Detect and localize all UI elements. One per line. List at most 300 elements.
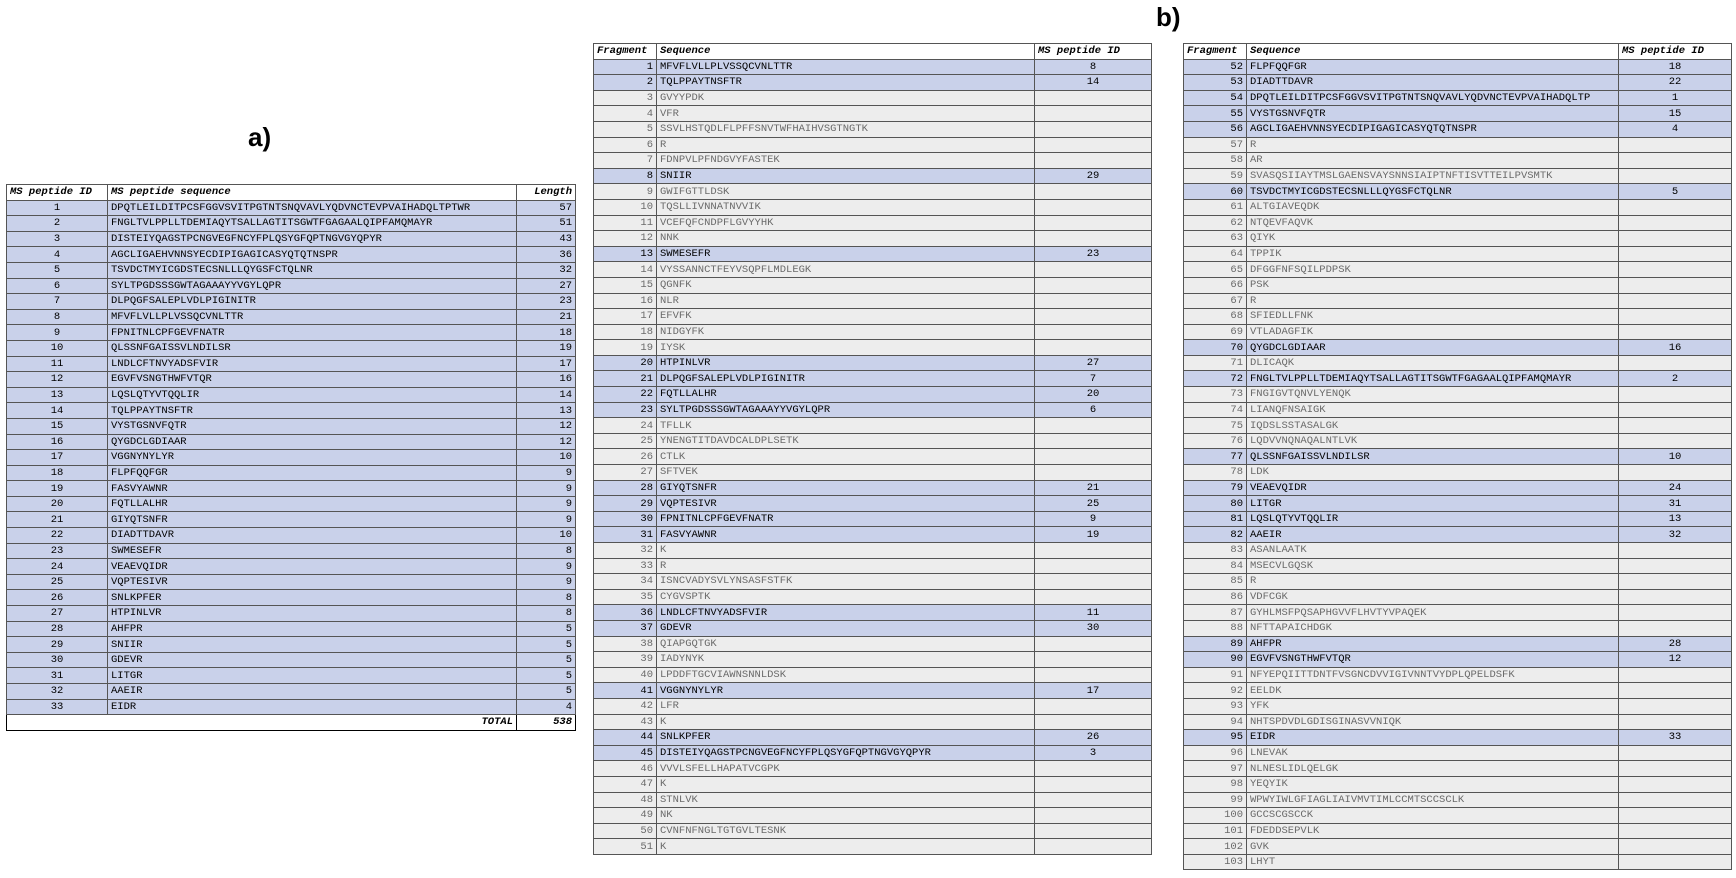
ms-peptide-id-cell <box>1035 558 1152 574</box>
length-cell: 19 <box>517 340 576 356</box>
fragment-sequence-cell: LIANQFNSAIGK <box>1247 402 1619 418</box>
fragment-sequence-cell: WPWYIWLGFIAGLIAIVMVTIMLCCMTSCCSCLK <box>1247 792 1619 808</box>
ms-peptide-id-cell: 7 <box>1035 371 1152 387</box>
fragment-sequence-cell: VYSTGSNVFQTR <box>1247 106 1619 122</box>
fragment-sequence-cell: EFVFK <box>657 309 1035 325</box>
fragment-sequence-cell: GIYQTSNFR <box>657 480 1035 496</box>
table-row <box>1184 402 1732 418</box>
table-row <box>594 137 1152 153</box>
fragment-sequence-cell: MFVFLVLLPLVSSQCVNLTTR <box>657 59 1035 75</box>
ms-peptide-id-cell <box>1035 808 1152 824</box>
ms-peptide-id-cell: 19 <box>7 481 108 497</box>
ms-peptide-id-cell <box>1619 745 1732 761</box>
fragment-number-cell: 42 <box>594 698 657 714</box>
table-row <box>1184 231 1732 247</box>
ms-peptide-table <box>6 184 576 731</box>
fragment-number-cell: 34 <box>594 574 657 590</box>
fragment-sequence-cell: YNENGTITDAVDCALDPLSETK <box>657 433 1035 449</box>
ms-peptide-id-cell <box>1619 153 1732 169</box>
fragment-number-cell: 52 <box>1184 59 1247 75</box>
fragment-sequence-cell: FNGIGVTQNVLYENQK <box>1247 387 1619 403</box>
table-row <box>1184 854 1732 870</box>
ms-peptide-id-cell: 7 <box>7 294 108 310</box>
fragment-sequence-cell: FDNPVLPFNDGVYFASTEK <box>657 153 1035 169</box>
ms-peptide-id-cell: 28 <box>7 621 108 637</box>
fragment-sequence-cell: GDEVR <box>657 620 1035 636</box>
ms-peptide-id-cell <box>1619 823 1732 839</box>
fragment-number-cell: 82 <box>1184 527 1247 543</box>
table-row <box>594 605 1152 621</box>
table-row <box>7 434 576 450</box>
table-row <box>1184 480 1732 496</box>
length-cell: 12 <box>517 434 576 450</box>
fragment-sequence-cell: QIAPGQTGK <box>657 636 1035 652</box>
table-row <box>1184 153 1732 169</box>
peptide-sequence-cell: DPQTLEILDITPCSFGGVSVITPGTNTSNQVAVLYQDVNCTEVPVAIHADQLTPTWR <box>108 200 517 216</box>
fragment-number-cell: 53 <box>1184 75 1247 91</box>
table-row <box>1184 465 1732 481</box>
fragment-sequence-cell: R <box>1247 574 1619 590</box>
length-cell: 57 <box>517 200 576 216</box>
fragment-sequence-cell: VCEFQFCNDPFLGVYYHK <box>657 215 1035 231</box>
length-cell: 9 <box>517 496 576 512</box>
fragment-number-cell: 33 <box>594 558 657 574</box>
ms-peptide-id-cell <box>1619 605 1732 621</box>
ms-peptide-id-cell <box>1035 636 1152 652</box>
fragment-number-cell: 41 <box>594 683 657 699</box>
fragment-sequence-cell: R <box>1247 293 1619 309</box>
fragment-sequence-cell: R <box>657 137 1035 153</box>
ms-peptide-id-cell <box>1619 714 1732 730</box>
table-row <box>594 667 1152 683</box>
peptide-sequence-cell: QYGDCLGDIAAR <box>108 434 517 450</box>
ms-peptide-id-cell <box>1619 231 1732 247</box>
peptide-sequence-cell: QLSSNFGAISSVLNDILSR <box>108 340 517 356</box>
table-row <box>1184 90 1732 106</box>
ms-peptide-id-cell: 9 <box>7 325 108 341</box>
fragment-sequence-cell: QLSSNFGAISSVLNDILSR <box>1247 449 1619 465</box>
table-row <box>1184 246 1732 262</box>
ms-peptide-id-cell <box>1035 574 1152 590</box>
ms-peptide-id-cell: 33 <box>1619 730 1732 746</box>
fragment-number-cell: 48 <box>594 792 657 808</box>
table-row <box>1184 574 1732 590</box>
ms-peptide-id-cell <box>1035 839 1152 855</box>
fragment-sequence-cell: TPPIK <box>1247 246 1619 262</box>
fragment-number-cell: 21 <box>594 371 657 387</box>
ms-peptide-id-cell: 21 <box>1035 480 1152 496</box>
fragment-sequence-cell: LFR <box>657 698 1035 714</box>
column-header-fragment: Fragment <box>1184 44 1247 60</box>
ms-peptide-id-cell: 15 <box>1619 106 1732 122</box>
table-row <box>594 199 1152 215</box>
fragment-sequence-cell: GVYYPDK <box>657 90 1035 106</box>
ms-peptide-id-cell: 21 <box>7 512 108 528</box>
ms-peptide-id-cell <box>1619 387 1732 403</box>
table-row <box>594 433 1152 449</box>
fragment-sequence-cell: LQSLQTYVTQQLIR <box>1247 511 1619 527</box>
ms-peptide-id-cell <box>1035 776 1152 792</box>
table-row <box>594 153 1152 169</box>
table-row <box>594 231 1152 247</box>
length-cell: 51 <box>517 216 576 232</box>
fragment-number-cell: 84 <box>1184 558 1247 574</box>
ms-peptide-id-cell: 33 <box>7 699 108 715</box>
peptide-sequence-cell: LNDLCFTNVYADSFVIR <box>108 356 517 372</box>
table-row <box>7 621 576 637</box>
length-cell: 9 <box>517 465 576 481</box>
column-header-sequence: Sequence <box>657 44 1035 60</box>
table-row <box>594 558 1152 574</box>
fragment-number-cell: 78 <box>1184 465 1247 481</box>
fragment-number-cell: 5 <box>594 121 657 137</box>
fragment-number-cell: 50 <box>594 823 657 839</box>
table-row <box>594 246 1152 262</box>
fragment-number-cell: 89 <box>1184 636 1247 652</box>
table-row <box>594 262 1152 278</box>
fragment-sequence-cell: FQTLLALHR <box>657 387 1035 403</box>
fragment-sequence-cell: K <box>657 543 1035 559</box>
fragment-sequence-cell: SNLKPFER <box>657 730 1035 746</box>
column-header-fragment: Fragment <box>594 44 657 60</box>
fragment-number-cell: 44 <box>594 730 657 746</box>
peptide-sequence-cell: DISTEIYQAGSTPCNGVEGFNCYFPLQSYGFQPTNGVGYQPYR <box>108 231 517 247</box>
fragment-number-cell: 87 <box>1184 605 1247 621</box>
ms-peptide-id-cell <box>1619 324 1732 340</box>
fragment-number-cell: 72 <box>1184 371 1247 387</box>
fragment-number-cell: 93 <box>1184 698 1247 714</box>
fragment-number-cell: 22 <box>594 387 657 403</box>
length-cell: 5 <box>517 637 576 653</box>
ms-peptide-id-cell: 17 <box>7 450 108 466</box>
ms-peptide-id-cell <box>1035 90 1152 106</box>
ms-peptide-id-cell: 27 <box>1035 355 1152 371</box>
ms-peptide-id-cell: 16 <box>1619 340 1732 356</box>
ms-peptide-id-cell <box>1619 808 1732 824</box>
peptide-sequence-cell: LQSLQTYVTQQLIR <box>108 387 517 403</box>
fragment-sequence-cell: DPQTLEILDITPCSFGGVSVITPGTNTSNQVAVLYQDVNCTEVPVAIHADQLTP <box>1247 90 1619 106</box>
ms-peptide-id-cell: 22 <box>7 528 108 544</box>
fragment-number-cell: 14 <box>594 262 657 278</box>
table-row <box>594 465 1152 481</box>
ms-peptide-id-cell: 4 <box>7 247 108 263</box>
table-row <box>1184 511 1732 527</box>
ms-peptide-id-cell: 25 <box>7 574 108 590</box>
fragment-sequence-cell: VDFCGK <box>1247 589 1619 605</box>
ms-peptide-id-cell <box>1035 465 1152 481</box>
length-cell: 36 <box>517 247 576 263</box>
fragment-number-cell: 23 <box>594 402 657 418</box>
ms-peptide-id-cell: 29 <box>1035 168 1152 184</box>
table-header-row <box>7 185 576 201</box>
table-row <box>7 278 576 294</box>
total-label: TOTAL <box>108 715 517 731</box>
peptide-sequence-cell: AHFPR <box>108 621 517 637</box>
fragment-number-cell: 63 <box>1184 231 1247 247</box>
table-row <box>7 496 576 512</box>
ms-peptide-id-cell: 18 <box>1619 59 1732 75</box>
peptide-sequence-cell: EGVFVSNGTHWFVTQR <box>108 372 517 388</box>
fragment-number-cell: 62 <box>1184 215 1247 231</box>
fragment-number-cell: 56 <box>1184 121 1247 137</box>
ms-peptide-id-cell <box>1619 683 1732 699</box>
ms-peptide-id-cell <box>1619 620 1732 636</box>
fragment-sequence-cell: R <box>1247 137 1619 153</box>
fragment-sequence-cell: VVVLSFELLHAPATVCGPK <box>657 761 1035 777</box>
ms-peptide-id-cell: 2 <box>1619 371 1732 387</box>
fragment-number-cell: 60 <box>1184 184 1247 200</box>
peptide-sequence-cell: VYSTGSNVFQTR <box>108 418 517 434</box>
peptide-sequence-cell: FASVYAWNR <box>108 481 517 497</box>
table-row <box>594 309 1152 325</box>
ms-peptide-id-cell: 9 <box>1035 511 1152 527</box>
fragment-number-cell: 8 <box>594 168 657 184</box>
table-row <box>7 403 576 419</box>
ms-peptide-id-cell <box>1035 761 1152 777</box>
table-row <box>1184 324 1732 340</box>
fragment-sequence-cell: TFLLK <box>657 418 1035 434</box>
fragment-table-right <box>1183 43 1732 870</box>
ms-peptide-id-cell: 3 <box>1035 745 1152 761</box>
fragment-number-cell: 16 <box>594 293 657 309</box>
table-row <box>1184 808 1732 824</box>
length-cell: 9 <box>517 574 576 590</box>
fragment-sequence-cell: NTQEVFAQVK <box>1247 215 1619 231</box>
table-row <box>1184 371 1732 387</box>
fragment-sequence-cell: SSVLHSTQDLFLPFFSNVTWFHAIHVSGTNGTK <box>657 121 1035 137</box>
ms-peptide-id-cell: 30 <box>1035 620 1152 636</box>
ms-peptide-id-cell: 17 <box>1035 683 1152 699</box>
length-cell: 9 <box>517 512 576 528</box>
fragment-number-cell: 59 <box>1184 168 1247 184</box>
ms-peptide-id-cell <box>1619 168 1732 184</box>
ms-peptide-id-cell <box>1035 215 1152 231</box>
table-row <box>594 839 1152 855</box>
table-row <box>1184 745 1732 761</box>
fragment-number-cell: 61 <box>1184 199 1247 215</box>
fragment-number-cell: 103 <box>1184 854 1247 870</box>
table-row <box>594 277 1152 293</box>
fragment-number-cell: 66 <box>1184 277 1247 293</box>
fragment-sequence-cell: NLNESLIDLQELGK <box>1247 761 1619 777</box>
table-row <box>1184 620 1732 636</box>
fragment-sequence-cell: GWIFGTTLDSK <box>657 184 1035 200</box>
ms-peptide-id-cell <box>1619 137 1732 153</box>
fragment-number-cell: 7 <box>594 153 657 169</box>
fragment-sequence-cell: EIDR <box>1247 730 1619 746</box>
ms-peptide-id-cell <box>1619 574 1732 590</box>
fragment-sequence-cell: HTPINLVR <box>657 355 1035 371</box>
table-row <box>7 231 576 247</box>
fragment-number-cell: 37 <box>594 620 657 636</box>
table-row <box>7 356 576 372</box>
fragment-number-cell: 95 <box>1184 730 1247 746</box>
table-row <box>594 776 1152 792</box>
table-row <box>7 340 576 356</box>
fragment-sequence-cell: TQLPPAYTNSFTR <box>657 75 1035 91</box>
ms-peptide-id-cell: 15 <box>7 418 108 434</box>
fragment-number-cell: 55 <box>1184 106 1247 122</box>
table-row <box>7 543 576 559</box>
ms-peptide-id-cell <box>1035 324 1152 340</box>
table-row <box>7 699 576 715</box>
fragment-number-cell: 9 <box>594 184 657 200</box>
table-row <box>594 90 1152 106</box>
fragment-sequence-cell: LNDLCFTNVYADSFVIR <box>657 605 1035 621</box>
fragment-sequence-cell: ALTGIAVEQDK <box>1247 199 1619 215</box>
fragment-sequence-cell: K <box>657 839 1035 855</box>
table-row <box>594 823 1152 839</box>
table-row <box>594 402 1152 418</box>
fragment-sequence-cell: NNK <box>657 231 1035 247</box>
ms-peptide-id-cell <box>1035 184 1152 200</box>
fragment-sequence-cell: FASVYAWNR <box>657 527 1035 543</box>
peptide-sequence-cell: VGGNYNYLYR <box>108 450 517 466</box>
fragment-number-cell: 79 <box>1184 480 1247 496</box>
table-row <box>1184 558 1732 574</box>
fragment-sequence-cell: CVNFNFNGLTGTGVLTESNK <box>657 823 1035 839</box>
length-cell: 9 <box>517 481 576 497</box>
fragment-number-cell: 38 <box>594 636 657 652</box>
length-cell: 32 <box>517 262 576 278</box>
fragment-number-cell: 31 <box>594 527 657 543</box>
fragment-sequence-cell: VTLADAGFIK <box>1247 324 1619 340</box>
fragment-number-cell: 71 <box>1184 355 1247 371</box>
ms-peptide-id-cell: 22 <box>1619 75 1732 91</box>
table-row <box>594 480 1152 496</box>
length-cell: 27 <box>517 278 576 294</box>
table-row <box>7 450 576 466</box>
ms-peptide-id-cell: 8 <box>7 309 108 325</box>
fragment-number-cell: 96 <box>1184 745 1247 761</box>
peptide-sequence-cell: HTPINLVR <box>108 606 517 622</box>
table-row <box>1184 652 1732 668</box>
fragment-number-cell: 45 <box>594 745 657 761</box>
table-row <box>7 528 576 544</box>
ms-peptide-id-cell: 12 <box>7 372 108 388</box>
peptide-sequence-cell: SNIIR <box>108 637 517 653</box>
table-row <box>594 168 1152 184</box>
fragment-number-cell: 11 <box>594 215 657 231</box>
fragment-number-cell: 19 <box>594 340 657 356</box>
table-row <box>594 293 1152 309</box>
fragment-number-cell: 13 <box>594 246 657 262</box>
fragment-sequence-cell: DLPQGFSALEPLVDLPIGINITR <box>657 371 1035 387</box>
table-row <box>1184 714 1732 730</box>
table-row <box>1184 215 1732 231</box>
table-row <box>594 449 1152 465</box>
fragment-number-cell: 18 <box>594 324 657 340</box>
column-header-ms-peptide-sequence: MS peptide sequence <box>108 185 517 201</box>
fragment-sequence-cell: SNIIR <box>657 168 1035 184</box>
fragment-sequence-cell: LPDDFTGCVIAWNSNNLDSK <box>657 667 1035 683</box>
ms-peptide-id-cell: 5 <box>7 262 108 278</box>
table-row <box>594 714 1152 730</box>
fragment-number-cell: 68 <box>1184 309 1247 325</box>
table-row <box>594 808 1152 824</box>
ms-peptide-id-cell: 14 <box>1035 75 1152 91</box>
table-row <box>594 387 1152 403</box>
length-cell: 10 <box>517 450 576 466</box>
fragment-sequence-cell: IQDSLSSTASALGK <box>1247 418 1619 434</box>
table-row <box>1184 636 1732 652</box>
ms-peptide-id-cell: 26 <box>1035 730 1152 746</box>
table-row <box>1184 433 1732 449</box>
fragment-number-cell: 100 <box>1184 808 1247 824</box>
fragment-number-cell: 35 <box>594 589 657 605</box>
peptide-sequence-cell: GIYQTSNFR <box>108 512 517 528</box>
length-cell: 14 <box>517 387 576 403</box>
fragment-number-cell: 102 <box>1184 839 1247 855</box>
ms-peptide-id-cell: 11 <box>1035 605 1152 621</box>
fragment-sequence-cell: LDK <box>1247 465 1619 481</box>
peptide-sequence-cell: FPNITNLCPFGEVFNATR <box>108 325 517 341</box>
table-row <box>594 527 1152 543</box>
table-row <box>7 372 576 388</box>
fragment-number-cell: 74 <box>1184 402 1247 418</box>
column-header-ms-peptide-id: MS peptide ID <box>7 185 108 201</box>
table-row <box>7 325 576 341</box>
ms-peptide-id-cell <box>1619 792 1732 808</box>
total-spacer <box>7 715 108 731</box>
table-row <box>7 247 576 263</box>
table-row <box>594 589 1152 605</box>
peptide-sequence-cell: FQTLLALHR <box>108 496 517 512</box>
peptide-sequence-cell: TQLPPAYTNSFTR <box>108 403 517 419</box>
peptide-sequence-cell: SWMESEFR <box>108 543 517 559</box>
ms-peptide-id-cell: 29 <box>7 637 108 653</box>
table-row <box>594 340 1152 356</box>
ms-peptide-id-cell: 13 <box>1619 511 1732 527</box>
peptide-sequence-cell: MFVFLVLLPLVSSQCVNLTTR <box>108 309 517 325</box>
fragment-number-cell: 101 <box>1184 823 1247 839</box>
table-row <box>1184 387 1732 403</box>
fragment-number-cell: 54 <box>1184 90 1247 106</box>
table-row <box>594 418 1152 434</box>
ms-peptide-id-cell <box>1619 667 1732 683</box>
fragment-number-cell: 1 <box>594 59 657 75</box>
fragment-number-cell: 88 <box>1184 620 1247 636</box>
ms-peptide-id-cell <box>1619 355 1732 371</box>
ms-peptide-id-cell: 20 <box>1035 387 1152 403</box>
ms-peptide-id-cell <box>1619 698 1732 714</box>
table-row <box>1184 730 1732 746</box>
ms-peptide-id-cell <box>1035 153 1152 169</box>
fragment-sequence-cell: LHYT <box>1247 854 1619 870</box>
table-row <box>1184 667 1732 683</box>
fragment-number-cell: 10 <box>594 199 657 215</box>
ms-peptide-id-cell: 8 <box>1035 59 1152 75</box>
ms-peptide-id-cell <box>1035 418 1152 434</box>
fragment-sequence-cell: TSVDCTMYICGDSTECSNLLLQYGSFCTQLNR <box>1247 184 1619 200</box>
ms-peptide-id-cell <box>1035 277 1152 293</box>
table-header-row <box>1184 44 1732 60</box>
fragment-number-cell: 51 <box>594 839 657 855</box>
table-row <box>7 668 576 684</box>
ms-peptide-id-cell: 31 <box>1619 496 1732 512</box>
peptide-sequence-cell: DIADTTDAVR <box>108 528 517 544</box>
fragment-number-cell: 69 <box>1184 324 1247 340</box>
table-row <box>1184 75 1732 91</box>
fragment-sequence-cell: ASANLAATK <box>1247 543 1619 559</box>
ms-peptide-id-cell <box>1035 652 1152 668</box>
peptide-sequence-cell: GDEVR <box>108 652 517 668</box>
table-row <box>1184 792 1732 808</box>
fragment-sequence-cell: AAEIR <box>1247 527 1619 543</box>
table-row <box>7 309 576 325</box>
ms-peptide-id-cell: 13 <box>7 387 108 403</box>
table-row <box>594 75 1152 91</box>
